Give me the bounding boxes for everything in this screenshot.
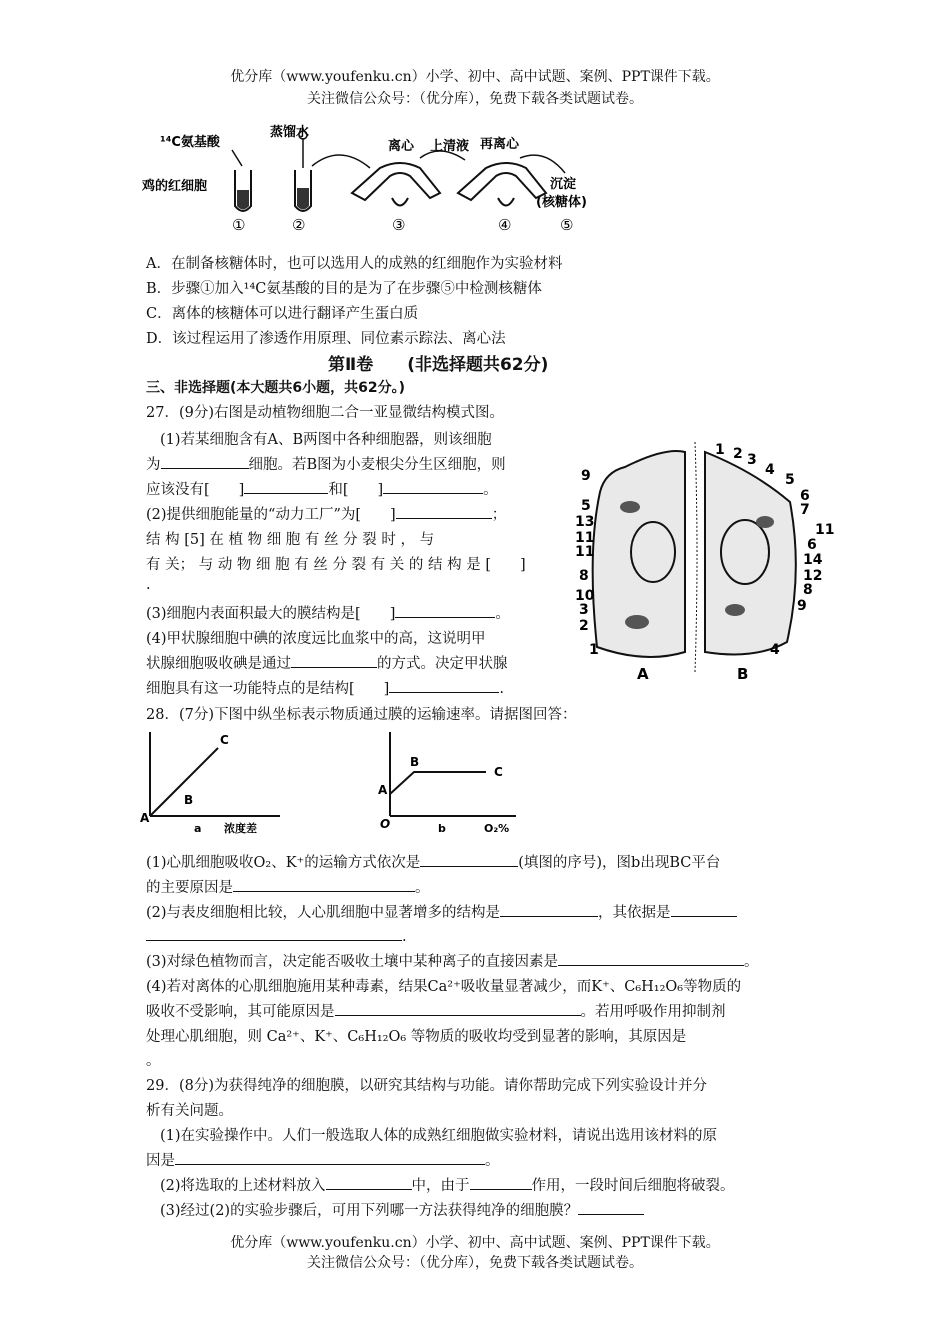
footer-line-1: 优分库（www.youfenku.cn）小学、初中、高中试题、案例、PPT课件下载。: [230, 1235, 720, 1251]
q27-blank-4[interactable]: [396, 504, 492, 519]
arrow-c14: [232, 150, 242, 166]
q27-s1a: (1)若某细胞含有A、B两图中各种细胞器，则该细胞: [160, 432, 492, 448]
cell-b-num-12: 9: [797, 598, 807, 614]
q27-blank-2[interactable]: [244, 479, 328, 494]
tube-2-cells: [297, 188, 309, 210]
q29-s3-text: (3)经过(2)的实验步骤后，可用下列哪一方法获得纯净的细胞膜？: [160, 1203, 579, 1219]
q27-blank-3[interactable]: [383, 479, 483, 494]
q27-s1c: [146, 478, 498, 499]
q27-stem: 27．(9分)右图是动植物细胞二合一亚显微结构模式图。: [146, 405, 504, 421]
q27-blank-5[interactable]: [395, 603, 495, 618]
q27-s4c-pre: 细胞具有这一功能特点的是结构[ ]: [146, 681, 390, 697]
q28-blank-3[interactable]: [500, 902, 598, 917]
q28-s4c: 处理心肌细胞，则 Ca²⁺、K⁺、C₆H₁₂O₆ 等物质的吸收均受到显著的影响，其原因是: [146, 1029, 687, 1045]
q28-s2-pre: (2)与表皮细胞相比较，人心肌细胞中显著增多的结构是: [146, 905, 501, 921]
q27-s4b: [146, 652, 508, 673]
cell-a-num-2: 13: [575, 514, 595, 530]
q27-s2a-end: ；: [491, 507, 507, 523]
q28-s1b-pre: 的主要原因是: [146, 880, 233, 896]
q28-s3-end: 。: [744, 954, 759, 970]
q27-s4a: (4)甲状腺细胞中碘的浓度远比血浆中的高，这说明甲: [146, 631, 486, 647]
q29-s2: [160, 1174, 735, 1195]
chart-b-xlabel: O₂%: [484, 822, 510, 835]
q28-s1a-post: (填图的序号)，图b出现BC平台: [518, 855, 721, 871]
divider: [695, 442, 697, 672]
arrow-2-3: [312, 155, 370, 168]
option-b: B．步骤①加入¹⁴C氨基酸的目的是为了在步骤⑤中检测核糖体: [146, 281, 542, 297]
step-2: ②: [292, 216, 306, 234]
centrifuge-label: 离心: [388, 139, 415, 154]
chart-b-origin: O: [380, 817, 391, 831]
cell-a-num-8: 2: [579, 618, 589, 634]
chart-b-point-label-a: A: [378, 783, 388, 797]
recentrifuge-label: 再离心: [480, 137, 520, 152]
cell-b-num-3: 4: [765, 462, 775, 478]
q27-s4c-end: .: [499, 681, 504, 697]
cell-b-num-9: 14: [803, 552, 823, 568]
cell-label-b: B: [737, 665, 749, 683]
chart-b-title: b: [438, 822, 446, 835]
q27-s3: [146, 602, 510, 623]
q28-blank-4[interactable]: [671, 902, 737, 917]
q29-s2-mid: 中，由于: [411, 1178, 470, 1194]
q29-s1b-pre: 因是: [146, 1153, 175, 1169]
option-d: D．该过程运用了渗透作用原理、同位素示踪法、离心法: [146, 331, 506, 347]
q27-s1c-mid: 和[ ]: [328, 482, 384, 498]
mitochondrion-b: [725, 604, 745, 616]
q28-s3-pre: (3)对绿色植物而言，决定能否吸收土壤中某种离子的直接因素是: [146, 954, 559, 970]
q27-blank-7[interactable]: [389, 678, 499, 693]
q29-blank-3[interactable]: [470, 1175, 532, 1190]
cell-a-num-9: 1: [589, 642, 599, 658]
chart-b-point-label-c: C: [494, 765, 503, 779]
chart-b-point-label-b: B: [410, 755, 420, 769]
part2-title: 第Ⅱ卷 (非选择题共62分): [328, 355, 549, 375]
plant-cell-b: [705, 452, 796, 654]
q28-stem: 28．(7分)下图中纵坐标表示物质通过膜的运输速率。请据图回答：: [146, 707, 577, 723]
q27-s1c-end: 。: [483, 482, 498, 498]
q28-blank-2[interactable]: [233, 877, 415, 892]
q27-s3-pre: (3)细胞内表面积最大的膜结构是[ ]: [146, 606, 396, 622]
cell-b-num-4: 5: [785, 472, 795, 488]
cells-label: 鸡的红细胞: [142, 179, 208, 194]
q27-s4b-pre: 状腺细胞吸收碘是通过: [146, 656, 291, 672]
q27-s2a-pre: (2)提供细胞能量的“动力工厂”为[ ]: [146, 507, 396, 523]
step-1: ①: [232, 216, 246, 234]
header-line-1: 优分库（www.youfenku.cn）小学、初中、高中试题、案例、PPT课件下载。: [230, 69, 720, 85]
q27-s2a: [146, 503, 506, 524]
cell-a-num-3: 11: [575, 530, 595, 546]
q27-blank-1[interactable]: [161, 454, 249, 469]
q28-s4b: [146, 1000, 726, 1021]
q28-blank-6[interactable]: [558, 951, 744, 966]
q29-s1b: [146, 1149, 500, 1170]
q27-s4c: [146, 677, 504, 698]
cell-label-a: A: [637, 665, 649, 683]
chart-b-series-line: [390, 772, 486, 794]
q29-s1b-end: 。: [485, 1153, 500, 1169]
cell-b-num-10: 12: [803, 568, 823, 584]
q28-s4b-pre: 吸收不受影响，其可能原因是: [146, 1004, 335, 1020]
q27-s1b-pre: 为: [146, 457, 161, 473]
q27-s3-end: 。: [495, 606, 510, 622]
header-line-2: 关注微信公众号：（优分库），免费下载各类试题试卷。: [307, 91, 643, 107]
cell-b-num-0: 1: [715, 442, 725, 458]
q28-s2: [146, 901, 737, 922]
centrifuge-3: [352, 163, 440, 200]
q28-s4a: (4)若对离体的心肌细胞施用某种毒素，结果Ca²⁺吸收量显著减少，而K⁺、C₆H₁₂O₆等物质的: [146, 979, 742, 995]
footer-line-2: 关注微信公众号：（优分库），免费下载各类试题试卷。: [307, 1255, 643, 1271]
chart-a-title: a: [194, 822, 202, 835]
cell-b-num-1: 2: [733, 446, 743, 462]
cell-b-num-13: 4: [770, 642, 780, 658]
q28-s2b: [146, 926, 407, 945]
q28-blank-1[interactable]: [420, 852, 518, 867]
chloroplast-b: [756, 516, 774, 528]
q28-s2-mid: ，其依据是: [598, 905, 671, 921]
q29-blank-1[interactable]: [175, 1150, 485, 1165]
cell-b-num-6: 7: [800, 502, 810, 518]
q27-s4b-post: 的方式。决定甲状腺: [377, 656, 508, 672]
q28-s4d: 。: [146, 1053, 161, 1069]
centrifuge-3-base: [392, 198, 408, 206]
option-a: A．在制备核糖体时，也可以选用人的成熟的红细胞作为实验材料: [146, 256, 563, 272]
chart-a-point-label-b: B: [184, 793, 194, 807]
chart-a-xlabel: 浓度差: [224, 822, 257, 835]
q27-blank-6[interactable]: [291, 653, 377, 668]
step-5: ⑤: [560, 216, 574, 234]
c14-label: ¹⁴C氨基酸: [160, 135, 220, 150]
cell-a-num-5: 8: [579, 568, 589, 584]
option-c: C．离体的核糖体可以进行翻译产生蛋白质: [146, 306, 419, 322]
q28-s1b: [146, 876, 430, 897]
cell-a-num-4: 11: [575, 544, 595, 560]
chart-a-point-label-a: A: [140, 811, 150, 825]
q29-stem-a: 29．(8分)为获得纯净的细胞膜，以研究其结构与功能。请你帮助完成下列实验设计并分: [146, 1078, 707, 1094]
q29-stem-b: 析有关问题。: [146, 1103, 233, 1119]
chart-a-point-label-c: C: [220, 733, 229, 747]
q27-s1c-pre: 应该没有[ ]: [146, 482, 245, 498]
cell-a-num-7: 3: [579, 602, 589, 618]
step-3: ③: [392, 216, 406, 234]
cell-b-num-8: 6: [807, 537, 817, 553]
q29-s3: [160, 1199, 644, 1220]
tube-1-cells: [237, 190, 249, 210]
q27-s1b: [146, 453, 506, 474]
ribosome-label: (核糖体): [536, 195, 587, 210]
q28-s3: [146, 950, 759, 971]
mitochondrion-a: [625, 615, 649, 629]
chart-a: [140, 728, 290, 836]
q28-s1b-end: 。: [415, 880, 430, 896]
q27-s1b-post: 细胞。若B图为小麦根尖分生区细胞，则: [248, 457, 506, 473]
q29-s2-pre: (2)将选取的上述材料放入: [160, 1178, 326, 1194]
cell-b-num-5: 6: [800, 488, 810, 504]
centrifuge-4: [458, 163, 546, 200]
q28-blank-7[interactable]: [335, 1001, 581, 1016]
q29-blank-2[interactable]: [326, 1175, 412, 1190]
q28-s1a: [146, 851, 720, 872]
sediment-label: 沉淀: [550, 177, 577, 192]
cell-structure-figure: [575, 432, 835, 684]
q28-s4b-post: 。若用呼吸作用抑制剂: [580, 1004, 726, 1020]
q27-s2b: 结 构 [5] 在 植 物 细 胞 有 丝 分 裂 时 ， 与: [146, 532, 435, 548]
q28-blank-5[interactable]: [146, 926, 402, 941]
supernatant-label: 上清液: [430, 139, 470, 154]
ribosome-preparation-figure: [140, 118, 610, 238]
q27-s2c: 有 关； 与 动 物 细 胞 有 丝 分 裂 有 关 的 结 构 是 [ ]: [146, 557, 526, 573]
cell-b-num-7: 11: [815, 522, 835, 538]
cell-b-num-2: 3: [747, 452, 757, 468]
q29-s1a: (1)在实验操作中。人们一般选取人体的成熟红细胞做实验材料，请说出选用该材料的原: [160, 1128, 718, 1144]
q27-s2d: .: [146, 577, 151, 593]
golgi-a: [620, 501, 640, 513]
q29-blank-4[interactable]: [578, 1200, 644, 1215]
cell-a-num-6: 10: [575, 588, 595, 604]
water-label: 蒸馏水: [270, 125, 310, 140]
centrifuge-4-base: [498, 198, 514, 206]
q28-s2b-end: .: [402, 929, 407, 945]
cell-a-num-1: 5: [581, 498, 591, 514]
cell-a-num-0: 9: [581, 468, 591, 484]
q29-s2-post: 作用，一段时间后细胞将破裂。: [531, 1178, 735, 1194]
step-4: ④: [498, 216, 512, 234]
q28-s1a-pre: (1)心肌细胞吸收O₂、K⁺的运输方式依次是: [146, 855, 421, 871]
cell-b-num-11: 8: [803, 582, 813, 598]
section3-title: 三、非选择题(本大题共6小题，共62分。): [146, 380, 406, 396]
chart-b: [376, 728, 526, 836]
